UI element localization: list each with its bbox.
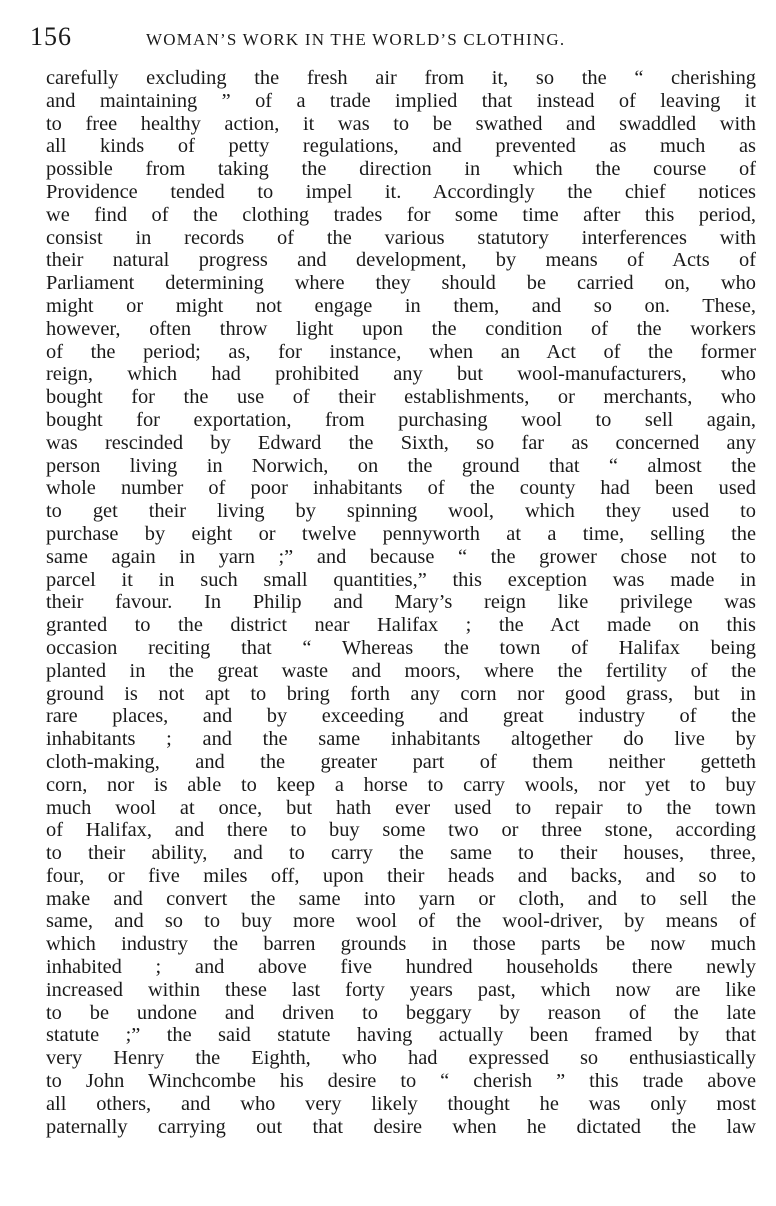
text-line: planted in the great waste and moors, where the fertility of the [46,659,756,682]
text-line: purchase by eight or twelve pennyworth at a time, selling the [46,522,756,545]
text-line: four, or five miles off, upon their heads and backs, and so to [46,864,756,887]
text-line: was rescinded by Edward the Sixth, so far as concerned any [46,431,756,454]
text-line: reign, which had prohibited any but wool-manufacturers, who [46,363,756,386]
page-number: 156 [30,22,72,51]
text-line: bought for exportation, from purchasing wool to sell again, [46,408,756,431]
text-line: cloth-making, and the greater part of them neither getteth [46,750,756,773]
text-line: whole number of poor inhabitants of the county had been used [46,477,756,500]
text-line: much wool at once, but hath ever used to repair to the town [46,796,756,819]
text-line: which industry the barren grounds in those parts be now much [46,933,756,956]
text-line: very Henry the Eighth, who had expressed so enthusiastically [46,1047,756,1070]
text-line: all others, and who very likely thought he was only most [46,1092,756,1115]
text-line: Parliament determining where they should be carried on, who [46,272,756,295]
text-line: to be undone and driven to beggary by reason of the late [46,1001,756,1024]
text-line: occasion reciting that “ Whereas the town of Halifax being [46,636,756,659]
text-line: ground is not apt to bring forth any corn nor good grass, but in [46,682,756,705]
text-line: parcel it in such small quantities,” this exception was made in [46,568,756,591]
text-line: same, and so to buy more wool of the wool-driver, by means of [46,910,756,933]
text-line: consist in records of the various statutory interferences with [46,226,756,249]
text-line: person living in Norwich, on the ground that “ almost the [46,454,756,477]
text-line: might or might not engage in them, and so on. These, [46,294,756,317]
text-line: paternally carrying out that desire when he dictated the law [46,1115,756,1138]
text-line: carefully excluding the fresh air from it, so the “ cherishing [46,67,756,89]
text-line: inhabited ; and above five hundred households there newly [46,956,756,979]
running-title: WOMAN’S WORK IN THE WORLD’S CLOTHING. [146,30,566,49]
text-line: of Halifax, and there to buy some two or three stone, according [46,819,756,842]
text-line: increased within these last forty years past, which now are like [46,978,756,1001]
text-line: we find of the clothing trades for some time after this period, [46,203,756,226]
text-line: to get their living by spinning wool, which they used to [46,500,756,523]
text-line: corn, nor is able to keep a horse to carry wools, nor yet to buy [46,773,756,796]
text-line: their natural progress and development, by means of Acts of [46,249,756,272]
text-line: to their ability, and to carry the same to their houses, three, [46,842,756,865]
text-line: make and convert the same into yarn or cloth, and to sell the [46,887,756,910]
body-text [46,67,756,1138]
text-line: same again in yarn ;” and because “ the grower chose not to [46,545,756,568]
text-line: and maintaining ” of a trade implied that instead of leaving it [46,89,756,112]
text-line: their favour. In Philip and Mary’s reign like privilege was [46,591,756,614]
text-line: however, often throw light upon the condition of the workers [46,317,756,340]
text-line: to John Winchcombe his desire to “ cherish ” this trade above [46,1070,756,1093]
text-line: rare places, and by exceeding and great industry of the [46,705,756,728]
text-line: statute ;” the said statute having actually been framed by that [46,1024,756,1047]
text-line: possible from taking the direction in which the course of [46,158,756,181]
text-line: granted to the district near Halifax ; the Act made on this [46,614,756,637]
text-line: inhabitants ; and the same inhabitants altogether do live by [46,728,756,751]
text-line: bought for the use of their establishments, or merchants, who [46,386,756,409]
text-line: of the period; as, for instance, when an Act of the former [46,340,756,363]
text-line: to free healthy action, it was to be swathed and swaddled with [46,112,756,135]
text-line: Providence tended to impel it. Accordingly the chief notices [46,180,756,203]
text-line: all kinds of petty regulations, and prevented as much as [46,135,756,158]
page-header [30,22,760,56]
